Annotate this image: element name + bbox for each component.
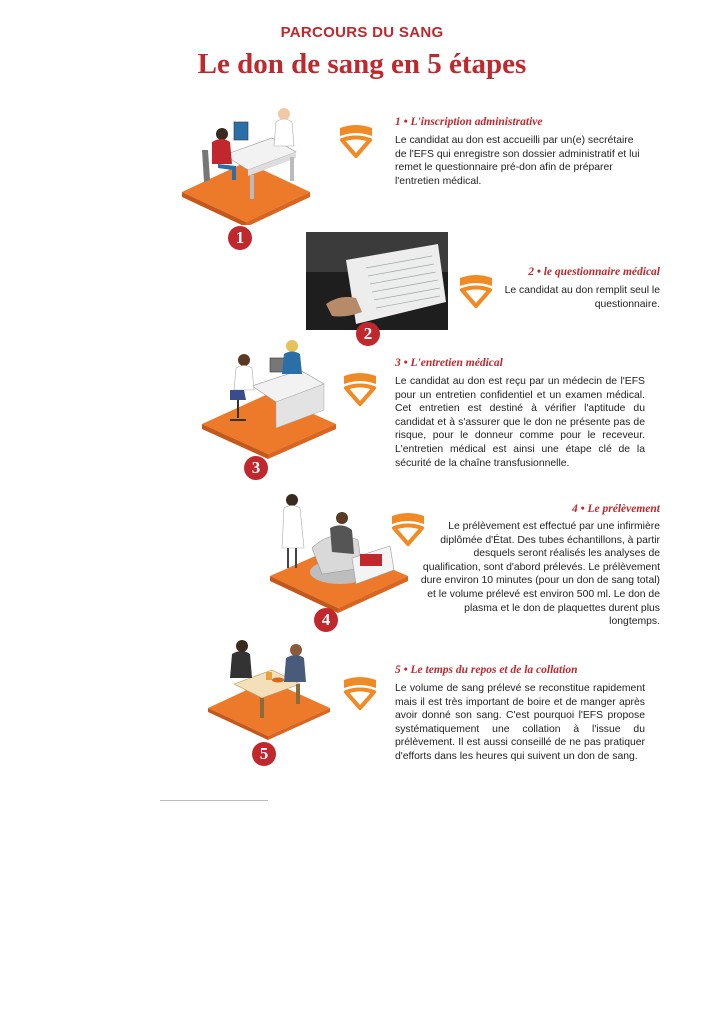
step-4-title: 4 • Le prélèvement (571, 503, 660, 515)
step-5-arrow-icon (340, 674, 380, 712)
step-3-title: 3 • L'entretien médical (395, 357, 503, 369)
footer-divider (160, 800, 268, 801)
step-2-number-badge: 2 (356, 322, 380, 346)
step-1-illustration (172, 100, 320, 225)
step-4-number-badge: 4 (314, 608, 338, 632)
step-5-number-badge: 5 (252, 742, 276, 766)
page-kicker: PARCOURS DU SANG (280, 24, 444, 41)
step-1-title: 1 • L'inscription administrative (395, 116, 543, 128)
step-3-text: Le candidat au don est reçu par un médecin de l'EFS pour un entretien confidentiel et un examen médical. Cet entretien est destiné à vérifier l'aptitude du candidat et à s'assurer que le don ne présente pas de risque, pour le donneur comme pour le receveur. L'entretien médical est ainsi une étape clé de la sécurité de la chaîne transfusionnelle. (395, 376, 645, 469)
step-3-arrow-icon (340, 370, 380, 408)
step-2-photo (306, 232, 448, 330)
step-3-illustration (196, 340, 342, 460)
step-5-text: Le volume de sang prélevé se reconstitue rapidement mais il est très important de boire et de manger après avoir donné son sang. C'est pourquoi l'EFS propose systématiquement une collation à l'issue du prélèvement. Il est aussi conseillé de ne pas pratiquer d'efforts dans les heures qui suivent un don de sang. (395, 683, 645, 762)
step-3-number-badge: 3 (244, 456, 268, 480)
step-1-text: Le candidat au don est accueilli par un(e) secrétaire de l'EFS qui enregistre son dossier administratif et lui remet le questionnaire pré-don afin de préparer l'entretien médical. (395, 135, 640, 187)
step-1-number-badge: 1 (228, 226, 252, 250)
step-2-arrow-icon (456, 272, 496, 310)
step-1-arrow-icon (336, 122, 376, 160)
step-4-text: Le prélèvement est effectué par une infirmière diplômée d'État. Des tubes échantillons, à partir desquels seront réalisés les analyses de qualification, sont d'abord prélevés. Le prélèvement dure environ 10 minutes (pour un don de sang total) et le volume prélevé est environ 500 ml. Le don de plasma et le don de plaquettes durent plus longtemps. (420, 521, 660, 628)
step-2-title: 2 • le questionnaire médical (528, 266, 660, 278)
step-2-text: Le candidat au don remplit seul le questionnaire. (504, 285, 660, 310)
step-5-title: 5 • Le temps du repos et de la collation (395, 664, 578, 676)
page-title: Le don de sang en 5 étapes (197, 48, 527, 80)
step-4-illustration (264, 488, 414, 614)
step-5-illustration (204, 632, 334, 740)
